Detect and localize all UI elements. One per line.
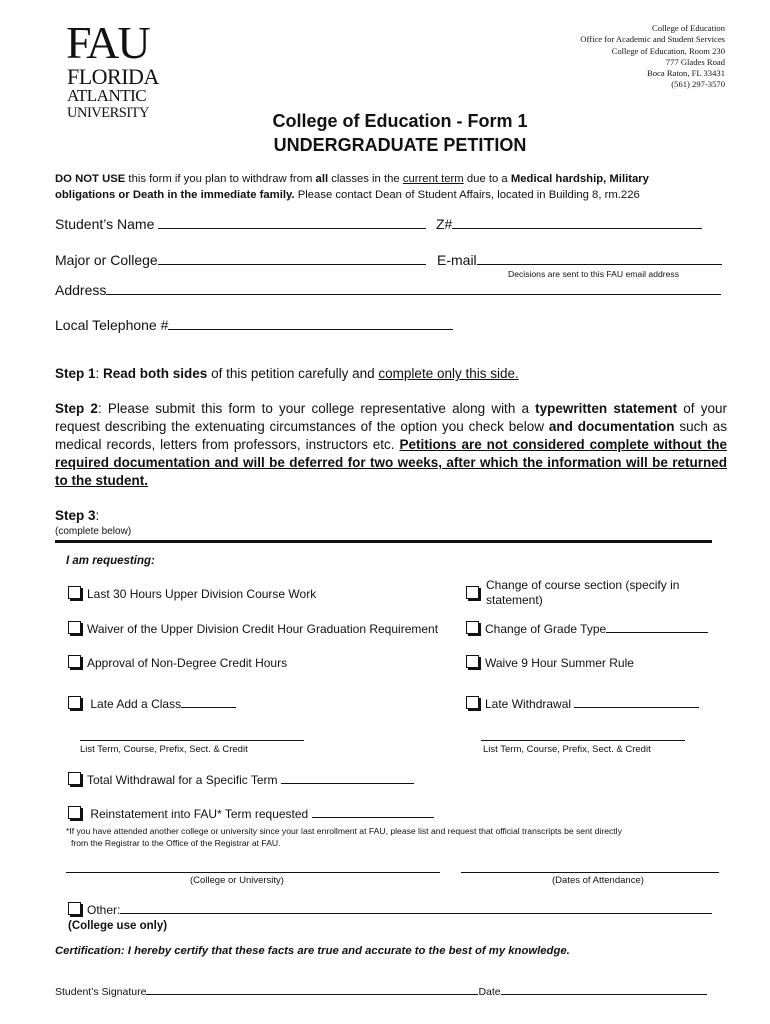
major-field[interactable] [158, 264, 426, 265]
checkbox-icon[interactable] [68, 621, 81, 634]
step-1-colon: : [95, 366, 104, 381]
major-label: Major or College [55, 252, 158, 268]
step-2-typewritten: typewritten statement [535, 401, 678, 416]
late-add-field[interactable] [181, 707, 236, 708]
certification: Certification: I hereby certify that these facts are true and accurate to the best of my knowledge. [55, 945, 570, 957]
college-line[interactable] [66, 862, 440, 873]
checkbox-icon[interactable] [68, 772, 81, 785]
address-row [55, 282, 721, 298]
address-line-1: College of Education [651, 23, 725, 33]
option-change-grade[interactable] [466, 621, 708, 636]
address-line-3: College of Education, Room 230 [611, 45, 725, 56]
notice-current-term: current term [402, 173, 464, 185]
logo-line-2: ATLANTIC [67, 86, 147, 105]
option-last30[interactable] [68, 586, 316, 601]
checkbox-icon[interactable] [68, 655, 81, 668]
step-2-label: Step 2 [55, 401, 98, 416]
option-change-section-label-2: statement) [486, 593, 543, 607]
reinstatement-field[interactable] [312, 817, 434, 818]
step-2-text-3: such as medical records, letters from professors, instructors etc. [55, 419, 728, 452]
step-3-label: Step 3 [55, 508, 96, 523]
notice-text-4: Please contact Dean of Student Affairs, located in Building 8, rm.226 [294, 189, 640, 201]
checkbox-icon[interactable] [466, 621, 479, 634]
step-2-warning: Petitions are not considered complete without the required documentation and will be deferred for two weeks, after which the information will be returned to the student. [55, 437, 727, 488]
checkbox-icon[interactable] [68, 586, 81, 599]
notice-do-not-use: DO NOT USE [55, 173, 126, 185]
option-reinstatement-label: Reinstatement into FAU* Term requested [90, 807, 309, 821]
option-total-withdrawal[interactable] [68, 772, 414, 787]
checkbox-icon[interactable] [466, 655, 479, 668]
step-3-sub: (complete below) [55, 526, 132, 537]
student-name-row [55, 216, 426, 232]
option-last30-label: Last 30 Hours Upper Division Course Work [87, 587, 317, 601]
option-other[interactable] [68, 902, 712, 917]
telephone-field[interactable] [168, 329, 453, 330]
form-title: College of Education - Form 1 [272, 111, 528, 131]
option-approval-label: Approval of Non-Degree Credit Hours [87, 656, 288, 670]
option-other-label: Other: [87, 903, 121, 917]
step-2-documentation: and documentation [548, 419, 675, 434]
notice-paragraph [55, 171, 735, 203]
email-label: E-mail [437, 252, 477, 268]
z-number-row [436, 216, 702, 232]
option-approval[interactable] [68, 655, 287, 670]
step-1-text: of this petition carefully and [207, 366, 379, 381]
logo-line-3: UNIVERSITY [67, 105, 149, 121]
notice-all: all [315, 173, 329, 185]
dates-line[interactable] [461, 862, 719, 873]
date-label: Date [478, 986, 501, 998]
signature-field[interactable] [146, 994, 478, 995]
option-waiver[interactable] [68, 621, 438, 636]
checkbox-icon[interactable] [466, 586, 479, 599]
change-grade-field[interactable] [606, 632, 708, 633]
fau-logo [62, 17, 172, 125]
office-address [580, 23, 725, 91]
dates-label: (Dates of Attendance) [552, 875, 644, 886]
step-2 [55, 400, 727, 490]
option-waiver-label: Waiver of the Upper Division Credit Hour Graduation Requirement [87, 622, 439, 636]
form-subtitle: UNDERGRADUATE PETITION [273, 135, 527, 155]
logo-mark: FAU [66, 17, 149, 68]
list-term-line-left[interactable] [80, 730, 304, 741]
z-number-label: Z# [436, 216, 453, 232]
email-field[interactable] [477, 264, 722, 265]
option-change-section[interactable] [466, 578, 679, 608]
student-name-label: Student’s Name [55, 216, 155, 232]
date-field[interactable] [501, 994, 707, 995]
list-term-label-right: List Term, Course, Prefix, Sect. & Credit [483, 744, 651, 755]
signature-row [55, 986, 707, 998]
address-line-5: Boca Raton, FL 33431 [647, 68, 725, 79]
email-row [437, 252, 722, 268]
option-change-grade-label: Change of Grade Type [485, 622, 607, 636]
step-1 [55, 366, 519, 381]
college-label: (College or University) [190, 875, 284, 886]
address-label: Address [55, 282, 107, 298]
major-row [55, 252, 426, 268]
notice-text-2: classes in the [328, 173, 403, 185]
footnote-1: *If you have attended another college or university since your last enrollment at FAU, please list and request that official transcripts be sent directly [66, 826, 622, 836]
step-3-colon: : [95, 508, 100, 523]
footnote-2: from the Registrar to the Office of the Registrar at FAU. [71, 838, 281, 848]
z-number-field[interactable] [452, 228, 702, 229]
email-note: Decisions are sent to this FAU email address [508, 269, 679, 279]
option-late-withdrawal-label: Late Withdrawal [485, 697, 572, 711]
option-late-add-label: Late Add a Class [90, 697, 182, 711]
late-withdrawal-field[interactable] [574, 707, 699, 708]
step-1-read: Read both sides [103, 366, 208, 381]
step-1-label: Step 1 [55, 366, 96, 381]
address-line-4: 777 Glades Road [665, 56, 725, 67]
list-term-label-left: List Term, Course, Prefix, Sect. & Credit [80, 744, 248, 755]
signature-label: Student’s Signature [55, 986, 147, 998]
telephone-row [55, 317, 453, 333]
total-withdrawal-field[interactable] [281, 783, 414, 784]
telephone-label: Local Telephone # [55, 317, 169, 333]
checkbox-icon[interactable] [68, 806, 81, 819]
option-waive9[interactable] [466, 655, 634, 670]
checkbox-icon[interactable] [466, 696, 479, 709]
notice-text-3: due to a [463, 173, 511, 185]
option-total-withdrawal-label: Total Withdrawal for a Specific Term [87, 773, 278, 787]
step-3 [55, 508, 99, 523]
address-line-6: (561) 297-3570 [671, 79, 725, 90]
option-late-add[interactable] [68, 696, 236, 711]
other-field[interactable] [120, 913, 712, 914]
step-2-text-1: : Please submit this form to your college representative along with a [97, 401, 536, 416]
option-waive9-label: Waive 9 Hour Summer Rule [485, 656, 634, 670]
college-use-only: (College use only) [68, 920, 168, 932]
notice-reasons-1: Medical hardship, Military [510, 173, 649, 185]
option-late-withdrawal[interactable] [466, 696, 699, 711]
address-line-2: Office for Academic and Student Services [580, 34, 725, 45]
step-1-complete: complete only this side. [378, 366, 519, 381]
divider [55, 540, 712, 543]
notice-reasons-2: obligations or Death in the immediate family. [55, 189, 295, 201]
notice-text-1: this form if you plan to withdraw from [125, 173, 316, 185]
step-2-text-2: of your request describing the extenuating circumstances of the option you check below [55, 401, 727, 434]
address-field[interactable] [106, 294, 721, 295]
option-change-section-label-1: Change of course section (specify in [486, 578, 680, 592]
requesting-heading: I am requesting: [66, 555, 155, 567]
checkbox-icon[interactable] [68, 902, 81, 915]
logo-line-1: FLORIDA [67, 64, 159, 89]
list-term-line-right[interactable] [481, 730, 685, 741]
option-reinstatement[interactable] [68, 806, 434, 821]
checkbox-icon[interactable] [68, 696, 81, 709]
student-name-field[interactable] [158, 228, 426, 229]
